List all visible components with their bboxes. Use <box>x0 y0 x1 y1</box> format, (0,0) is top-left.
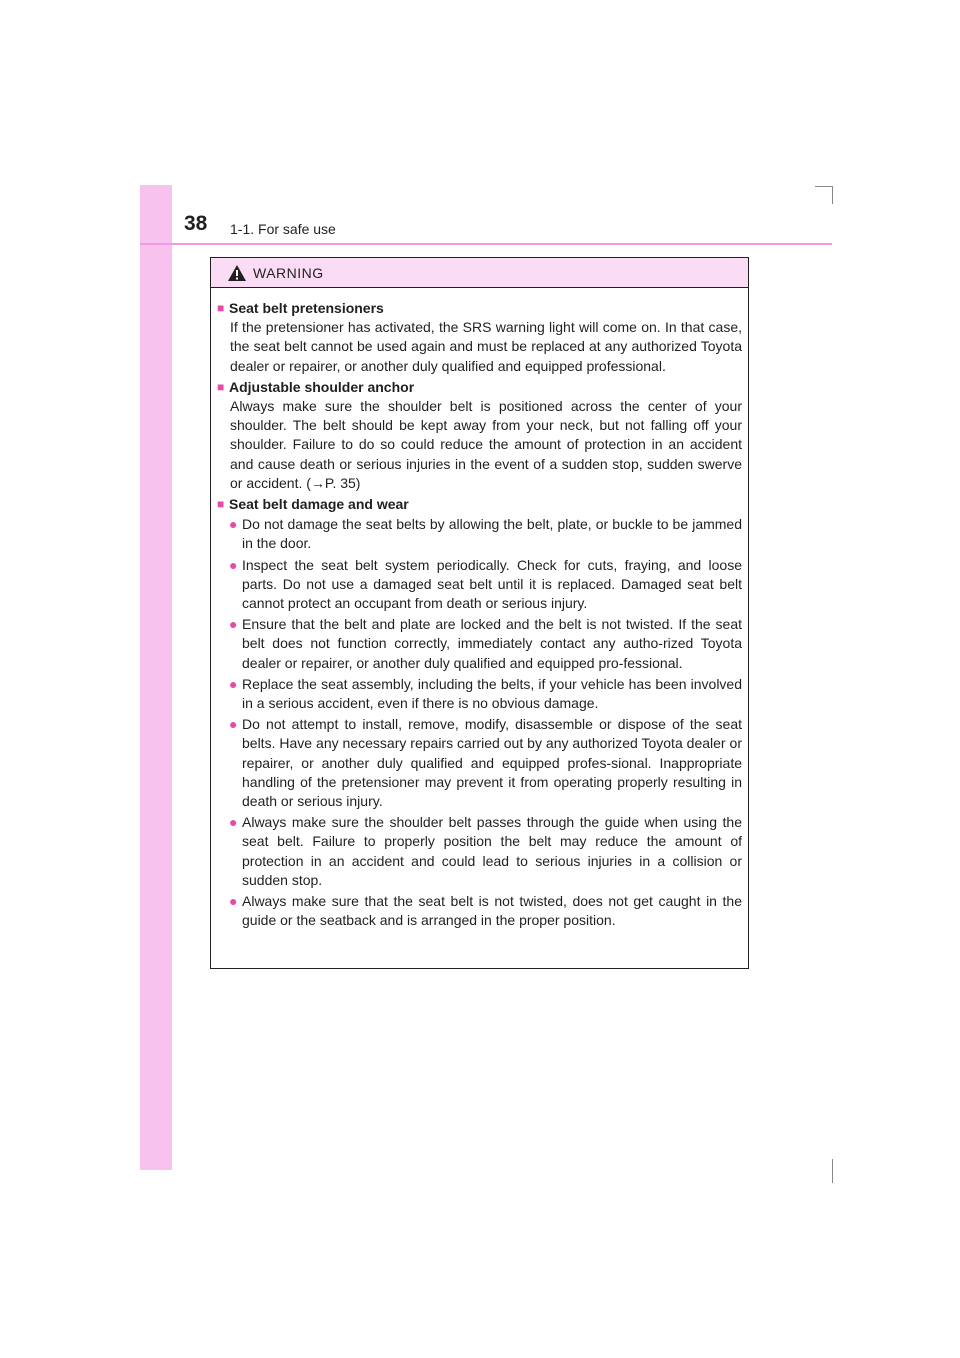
section-title: 1-1. For safe use <box>230 221 336 237</box>
circle-bullet-icon: ● <box>229 716 238 733</box>
warning-triangle-icon <box>227 264 247 282</box>
list-item-text: Always make sure that the seat belt is not twisted, does not get caught in the guide or the seatback and is arranged in the proper position. <box>242 893 742 929</box>
section-heading-text: Seat belt damage and wear <box>229 496 409 513</box>
list-item-text: Do not attempt to install, remove, modify, disassemble or dispose of the seat belts. Have any necessary repairs carried out by any authorized Toyota dealer or repairer, or another duly qualified and equipped profes-sional. Inappropriate handling of the pretensioner may prevent it from operating properly resulting in death or serious injury. <box>242 716 742 810</box>
circle-bullet-icon: ● <box>229 814 238 831</box>
list-item <box>229 715 742 811</box>
side-tab-bar <box>140 185 172 1170</box>
circle-bullet-icon: ● <box>229 675 238 692</box>
list-item-text: Replace the seat assembly, including the belts, if your vehicle has been involved in a serious accident, even if there is no obvious damage. <box>242 675 742 712</box>
page-number: 38 <box>184 212 208 235</box>
crop-mark <box>815 186 833 187</box>
section-heading-text: Adjustable shoulder anchor <box>229 378 415 395</box>
section-paragraph: If the pretensioner has activated, the SRS warning light will come on. In that case, the seat belt cannot be used again and must be replaced at any authorized Toyota dealer or repairer, or another duly qualified and equipped professional. <box>230 319 742 374</box>
circle-bullet-icon: ● <box>229 556 238 573</box>
section-paragraph: Always make sure the shoulder belt is positioned across the center of your shoulder. The belt should be kept away from your neck, but not falling off your shoulder. Failure to do so could reduce the amount of protection in an accident and cause death or serious injuries in the event of a sudden stop, sudden swerve or accident. (→P. 35) <box>230 398 742 491</box>
warning-header <box>211 258 748 288</box>
section-heading <box>217 378 742 397</box>
circle-bullet-icon: ● <box>229 516 238 533</box>
section-heading <box>217 495 742 514</box>
list-item-text: Inspect the seat belt system periodically. Check for cuts, fraying, and loose parts. Do not use a damaged seat belt until it is replaced. Damaged seat belt cannot protect an occupant from death or serious injury. <box>242 556 742 612</box>
warning-label: WARNING <box>253 264 324 281</box>
list-item <box>229 556 742 614</box>
list-item <box>229 515 742 553</box>
section-heading <box>217 299 742 318</box>
circle-bullet-icon: ● <box>229 893 238 910</box>
circle-bullet-icon: ● <box>229 616 238 633</box>
list-item <box>229 813 742 890</box>
list-item-text: Always make sure the shoulder belt passes through the guide when using the seat belt. Failure to properly position the belt may reduce the amount of protection in an accident and could lead to serious injuries in a collision or sudden stop. <box>242 814 742 888</box>
square-bullet-icon: ■ <box>217 379 225 394</box>
section-heading-text: Seat belt pretensioners <box>229 300 384 316</box>
crop-mark <box>832 186 833 204</box>
list-item <box>229 675 742 713</box>
list-item-text: Do not damage the seat belts by allowing the belt, plate, or buckle to be jammed in the door. <box>242 516 742 552</box>
list-item <box>229 615 742 673</box>
list-item <box>229 892 742 930</box>
warning-body <box>211 288 748 931</box>
square-bullet-icon: ■ <box>217 497 225 512</box>
square-bullet-icon: ■ <box>217 301 225 315</box>
warning-box <box>210 257 749 969</box>
crop-mark <box>832 1159 833 1183</box>
list-item-text: Ensure that the belt and plate are locked and the belt is not twisted. If the seat belt does not function correctly, immediately contact any autho-rized Toyota dealer or repairer, or another duly qualified and equipped pro-fessional. <box>242 616 742 671</box>
header-rule <box>140 243 832 245</box>
